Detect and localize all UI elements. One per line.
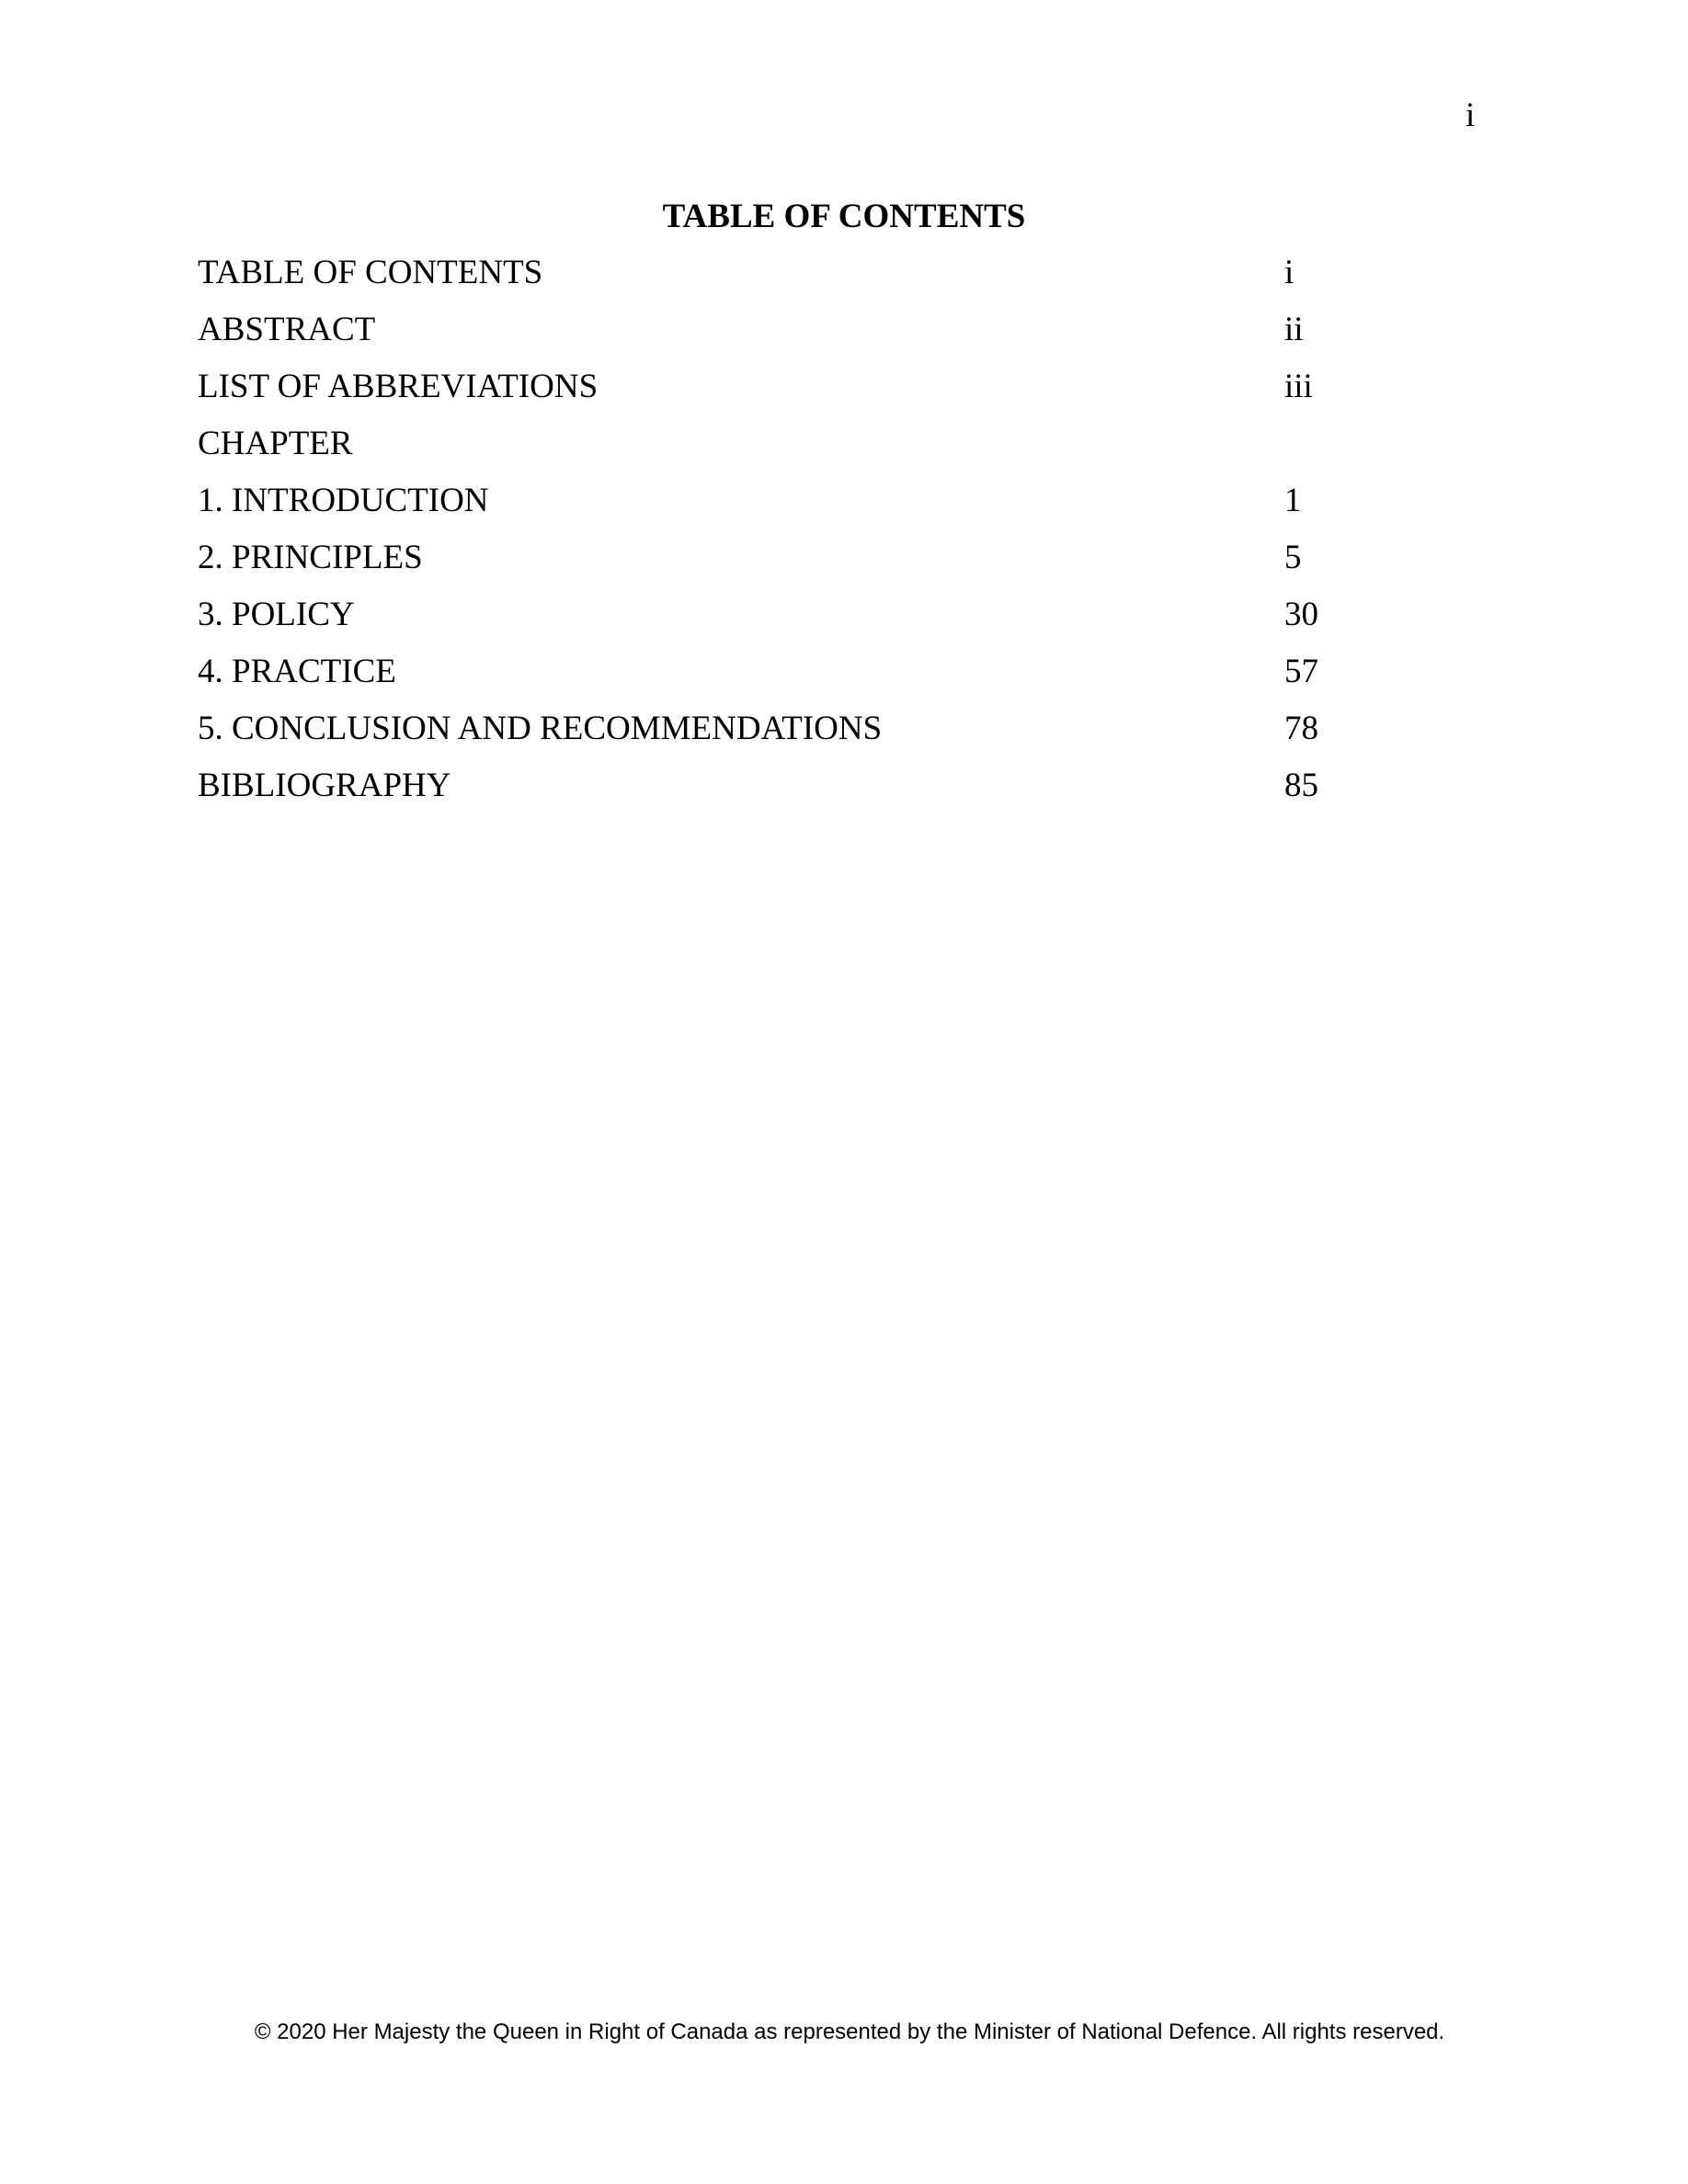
toc-entry-practice — [198, 649, 1393, 706]
page-number: i — [1466, 97, 1476, 134]
toc-entry-bibliography — [198, 763, 1393, 820]
toc-entry-abstract — [198, 307, 1393, 364]
toc-heading: TABLE OF CONTENTS — [662, 198, 1026, 235]
toc-entry-table-of-contents — [198, 250, 1393, 307]
toc-entry-page: iii — [1284, 368, 1313, 405]
toc-entry-page: ii — [1284, 311, 1304, 348]
toc-entry-page: 5 — [1284, 539, 1302, 576]
toc-entry-policy — [198, 592, 1393, 649]
toc-entry-introduction — [198, 478, 1393, 535]
toc-entry-conclusion — [198, 706, 1393, 763]
toc-entry-title: 4. PRACTICE — [198, 653, 396, 690]
toc-entry-page: 1 — [1284, 482, 1302, 519]
copyright-footer: © 2020 Her Majesty the Queen in Right of Canada as represented by the Minister of National Defence. All rights reserved. — [254, 2019, 1445, 2044]
toc-entry-title: 2. PRINCIPLES — [198, 539, 423, 576]
toc-entry-list-of-abbreviations — [198, 364, 1393, 421]
toc-entry-title: TABLE OF CONTENTS — [198, 254, 543, 291]
toc-entry-page: 85 — [1284, 767, 1318, 804]
toc-entry-title: 5. CONCLUSION AND RECOMMENDATIONS — [198, 710, 883, 747]
toc-entry-title: CHAPTER — [198, 425, 353, 462]
toc-entry-title: LIST OF ABBREVIATIONS — [198, 368, 599, 405]
toc-entry-title: BIBLIOGRAPHY — [198, 767, 451, 804]
toc-entry-page: i — [1284, 254, 1295, 291]
toc-entry-title: 3. POLICY — [198, 596, 355, 633]
toc-entry-title: ABSTRACT — [198, 311, 376, 348]
toc-list — [198, 250, 1393, 820]
toc-entry-title: 1. INTRODUCTION — [198, 482, 489, 519]
toc-entry-page: 30 — [1284, 596, 1318, 633]
toc-entry-page: 57 — [1284, 653, 1318, 690]
toc-entry-page: 78 — [1284, 710, 1318, 747]
toc-entry-principles — [198, 535, 1393, 592]
toc-entry-chapter — [198, 421, 1393, 478]
